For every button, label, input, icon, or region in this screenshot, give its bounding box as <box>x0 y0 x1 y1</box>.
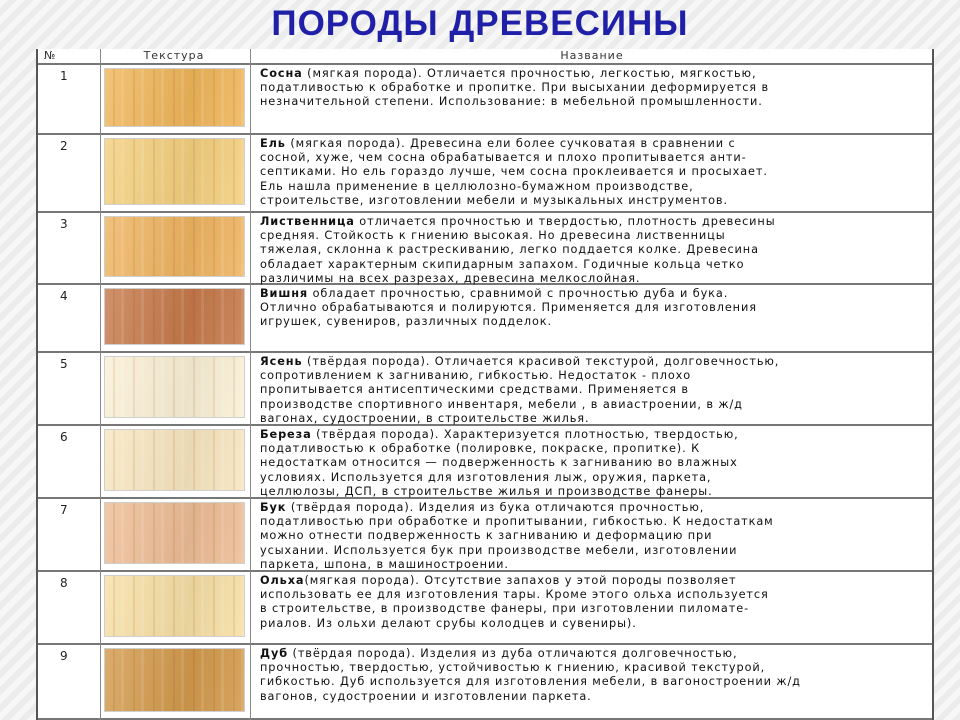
wood-name: Лиственница <box>260 215 355 228</box>
wood-name: Ольха <box>260 574 305 587</box>
wood-name: Сосна <box>260 67 303 80</box>
wood-name: Береза <box>260 428 312 441</box>
row-number: 5 <box>60 357 68 371</box>
description-line: в строительстве, в производстве фанеры, при изготовлении пиломате- <box>260 602 750 616</box>
description-line: Лиственница отличается прочностью и твердостью, плотность древесины <box>260 215 776 228</box>
description-line: паркета, шпона, в машиностроении. <box>260 557 509 571</box>
description-line: Ель нашла применение в целлюлозно-бумажном производстве, <box>260 179 694 193</box>
column-divider <box>100 49 101 720</box>
wood-name: Дуб <box>260 647 289 660</box>
description-line: риалов. Из ольхи делают срубы колодцев и сувениры). <box>260 616 637 630</box>
wood-name: Вишня <box>260 287 309 300</box>
wood-name: Бук <box>260 501 287 514</box>
row-number: 9 <box>60 649 68 663</box>
row-number: 8 <box>60 576 68 590</box>
table-row <box>38 645 932 720</box>
description-line: Дуб (твёрдая порода). Изделия из дуба отличаются долговечностью, <box>260 647 738 660</box>
table-row <box>38 213 932 285</box>
wood-texture-swatch <box>104 138 245 205</box>
description-line: вагонах, судостроении, в строительстве жилья. <box>260 411 590 425</box>
table-row <box>38 426 932 499</box>
wood-name: Ель <box>260 137 286 150</box>
description-line: сопротивлением к загниванию, гибкостью. Недостаток - плохо <box>260 369 692 383</box>
description-line: Ясень (твёрдая порода). Отличается красивой текстурой, долговечностью, <box>260 355 780 368</box>
table-row <box>38 285 932 353</box>
page-title: ПОРОДЫ ДРЕВЕСИНЫ <box>271 4 689 43</box>
wood-texture-swatch <box>104 575 245 637</box>
description-line: обладает характерным скипидарным запахом. Годичные кольца четко <box>260 257 745 271</box>
table-header <box>38 49 932 65</box>
description-line: податливостью к обработке и пропитке. При высыхании деформируется в <box>260 81 770 95</box>
description-line: строительстве, изготовлении мебели и музыкальных инструментов. <box>260 193 728 207</box>
header-texture: Текстура <box>143 49 205 62</box>
row-number: 1 <box>60 69 68 83</box>
description-line: Береза (твёрдая порода). Характеризуется плотностью, твердостью, <box>260 428 739 441</box>
description-line: средняя. Стойкость к гниению высокая. Но древесина лиственницы <box>260 229 726 243</box>
wood-description <box>260 67 924 110</box>
wood-description <box>260 428 924 499</box>
wood-name: Ясень <box>260 355 303 368</box>
row-number: 2 <box>60 139 68 153</box>
table-row <box>38 353 932 426</box>
column-divider <box>250 49 251 720</box>
row-number: 3 <box>60 217 68 231</box>
wood-description <box>260 137 924 208</box>
description-line: Отлично обрабатываются и полируются. Применяется для изготовления <box>260 301 757 315</box>
description-line: использовать ее для изготовления тары. Кроме этого ольха используется <box>260 588 769 602</box>
table-row <box>38 135 932 213</box>
wood-table <box>36 49 934 720</box>
wood-texture-swatch <box>104 356 245 418</box>
description-line: Ель (мягкая порода). Древесина ели более сучковатая в сравнении с <box>260 137 736 150</box>
description-line: незначительной степени. Использование: в мебельной промышленности. <box>260 95 763 109</box>
description-line: различимы на всех разрезах, древесина мелкослойная. <box>260 271 641 285</box>
description-line: недостаткам относится — подверженность к загниванию во влажных <box>260 456 738 470</box>
wood-texture-swatch <box>104 288 245 345</box>
wood-description <box>260 647 924 704</box>
table-row <box>38 499 932 572</box>
description-line: усыхании. Используется бук при производстве мебели, изготовлении <box>260 543 738 557</box>
wood-texture-swatch <box>104 68 245 127</box>
row-number: 7 <box>60 503 68 517</box>
description-line: сосной, хуже, чем сосна обрабатывается и плохо пропитывается анти- <box>260 151 747 165</box>
description-line: гибкостью. Дуб используется для изготовления мебели, в вагоностроении ж/д <box>260 675 801 689</box>
description-line: Бук (твёрдая порода). Изделия из бука отличаются прочностью, <box>260 501 705 514</box>
table-row <box>38 572 932 645</box>
description-line: тяжелая, склонна к растрескиванию, легко поддается колке. Древесина <box>260 243 759 257</box>
description-line: производстве спортивного инвентаря, мебели , в авиастроении, в ж/д <box>260 397 743 411</box>
description-line: пропитывается антисептическими средствами. Применяется в <box>260 383 689 397</box>
row-number: 6 <box>60 430 68 444</box>
description-line: податливостью при обработке и пропитывании, гибкостью. К недостаткам <box>260 515 774 529</box>
wood-texture-swatch <box>104 502 245 564</box>
wood-description <box>260 287 924 330</box>
description-line: вагонов, судостроении и изготовлении паркета. <box>260 689 592 703</box>
description-line: податливостью к обработке (полировке, покраске, пропитке). К <box>260 442 701 456</box>
description-line: можно отнести подверженность к загниванию и деформацию при <box>260 529 713 543</box>
row-number: 4 <box>60 289 68 303</box>
description-line: целлюлозы, ДСП, в строительстве жилья и производстве фанеры. <box>260 484 713 498</box>
wood-description <box>260 501 924 572</box>
wood-description <box>260 574 924 631</box>
table-row <box>38 65 932 135</box>
wood-texture-swatch <box>104 648 245 712</box>
header-name: Название <box>560 49 624 62</box>
header-num: № <box>44 49 56 62</box>
wood-texture-swatch <box>104 216 245 277</box>
description-line: Ольха(мягкая порода). Отсутствие запахов у этой породы позволяет <box>260 574 737 587</box>
description-line: Вишня обладает прочностью, сравнимой с прочностью дуба и бука. <box>260 287 729 300</box>
wood-description <box>260 215 924 286</box>
description-line: игрушек, сувениров, различных подделок. <box>260 315 553 329</box>
description-line: Сосна (мягкая порода). Отличается прочностью, легкостью, мягкостью, <box>260 67 757 80</box>
description-line: условиях. Используется для изготовления лыж, оружия, паркета, <box>260 470 712 484</box>
description-line: септиками. Но ель гораздо лучше, чем сосна проклеивается и просыхает. <box>260 165 768 179</box>
wood-description <box>260 355 924 426</box>
description-line: прочностью, твердостью, устойчивостью к гниению, красивой текстурой, <box>260 661 766 675</box>
wood-texture-swatch <box>104 429 245 491</box>
